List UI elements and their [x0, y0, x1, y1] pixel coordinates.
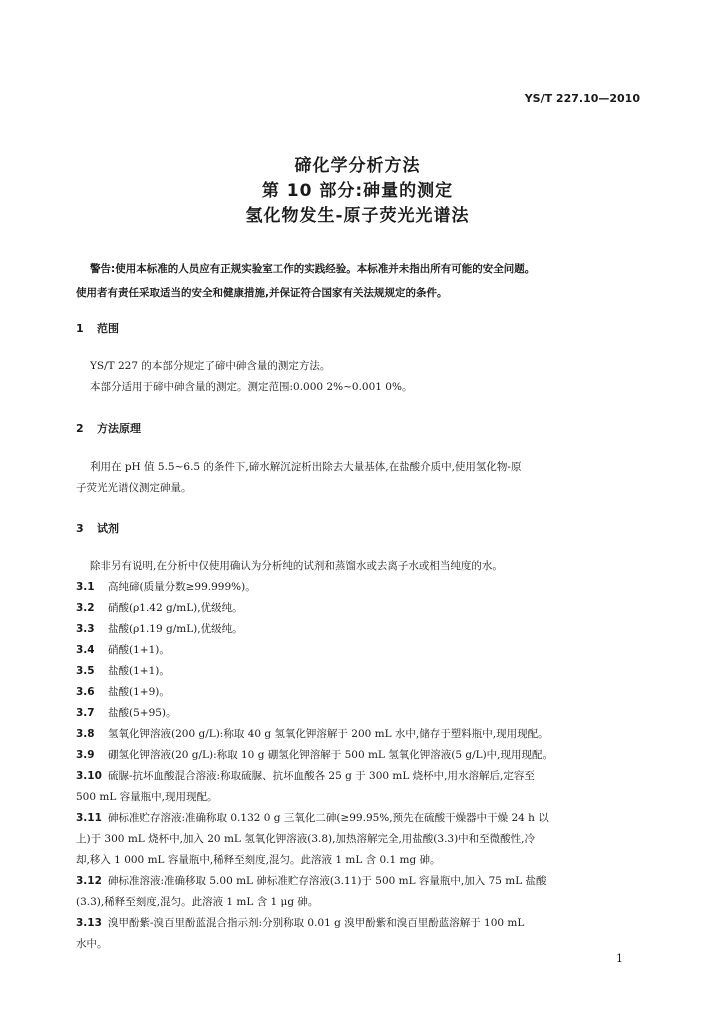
item-text: 硼氢化钾溶液(20 g/L):称取 10 g 硼氢化钾溶解于 500 mL 氢氧化钾溶液(5 g/L)中,现用现配。 — [108, 749, 554, 761]
title-line-2: 第 10 部分:砷量的测定 — [261, 181, 454, 201]
warning-line-2: 使用者有责任采取适当的安全和健康措施,并保证符合国家有关法规规定的条件。 — [76, 287, 448, 299]
list-item — [76, 577, 642, 598]
section-2-heading — [76, 420, 141, 436]
list-item — [76, 745, 642, 766]
section-2-body — [76, 457, 642, 499]
reagent-list — [76, 577, 642, 955]
item-text: 盐酸(5+95)。 — [108, 707, 177, 719]
item-text: 砷标准溶液:准确移取 5.00 mL 砷标准贮存溶液(3.11)于 500 mL 容量瓶中,加入 75 mL 盐酸 — [108, 875, 547, 887]
item-text: 硫脲-抗坏血酸混合溶液:称取硫脲、抗坏血酸各 25 g 于 300 mL 烧杯中,用水溶解后,定容至 — [108, 770, 535, 782]
item-number: 3.1 — [76, 581, 95, 593]
section-number: 3 — [76, 522, 84, 535]
item-number: 3.9 — [76, 749, 95, 761]
section-title: 试剂 — [97, 522, 119, 535]
page-number: 1 — [616, 952, 623, 965]
item-text: 高纯碲(质量分数≥99.999%)。 — [108, 581, 256, 593]
section-number: 2 — [76, 422, 84, 435]
item-text: 盐酸(1+9)。 — [108, 686, 170, 698]
list-item — [76, 640, 642, 661]
item-number: 3.10 — [76, 770, 102, 782]
title-line-3: 氢化物发生-原子荧光光谱法 — [245, 206, 470, 226]
item-number: 3.11 — [76, 812, 102, 824]
list-item — [76, 766, 642, 787]
item-number: 3.3 — [76, 623, 95, 635]
item-text: 氢氧化钾溶液(200 g/L):称取 40 g 氢氧化钾溶解于 200 mL 水中,储存于塑料瓶中,现用现配。 — [108, 728, 549, 740]
paragraph-line: 子荧光光谱仪测定砷量。 — [76, 482, 192, 494]
list-item — [76, 724, 642, 745]
item-text: 盐酸(1+1)。 — [108, 665, 170, 677]
document-title — [0, 154, 715, 229]
item-text: 砷标准贮存溶液:准确称取 0.132 0 g 三氧化二砷(≥99.95%,预先在硫酸干燥器中干燥 24 h 以 — [108, 812, 549, 824]
item-number: 3.13 — [76, 917, 102, 929]
item-number: 3.6 — [76, 686, 95, 698]
list-item — [76, 598, 642, 619]
list-item — [76, 871, 642, 892]
item-number: 3.7 — [76, 707, 95, 719]
paragraph-line: 利用在 pH 值 5.5~6.5 的条件下,碲水解沉淀析出除去大量基体,在盐酸介质中,使用氢化物-原 — [90, 461, 522, 473]
item-number: 3.8 — [76, 728, 95, 740]
paragraph: YS/T 227 的本部分规定了碲中砷含量的测定方法。 — [90, 360, 331, 372]
list-item — [76, 703, 642, 724]
item-number: 3.12 — [76, 875, 102, 887]
list-item — [76, 913, 642, 934]
warning-line-1: 警告:使用本标准的人员应有正规实验室工作的实践经验。本标准并未指出所有可能的安全问题。 — [90, 263, 536, 275]
item-number: 3.4 — [76, 644, 95, 656]
list-item-continuation: 水中。 — [76, 938, 108, 950]
list-item — [76, 682, 642, 703]
list-item — [76, 808, 642, 829]
section-1-body — [76, 356, 642, 398]
list-item-continuation: (3.3),稀释至刻度,混匀。此溶液 1 mL 含 1 μg 砷。 — [76, 896, 319, 908]
section-3-heading — [76, 520, 119, 536]
item-text: 硝酸(1+1)。 — [108, 644, 170, 656]
paragraph: 除非另有说明,在分析中仅使用确认为分析纯的试剂和蒸馏水或去离子水或相当纯度的水。 — [90, 560, 503, 572]
section-3-intro — [76, 556, 642, 577]
list-item — [76, 661, 642, 682]
section-number: 1 — [76, 322, 84, 335]
section-1-heading — [76, 320, 119, 336]
paragraph: 本部分适用于碲中砷含量的测定。测定范围:0.000 2%~0.001 0%。 — [90, 381, 413, 393]
item-text: 硝酸(ρ1.42 g/mL),优级纯。 — [108, 602, 243, 614]
item-text: 盐酸(ρ1.19 g/mL),优级纯。 — [108, 623, 243, 635]
list-item-continuation: 500 mL 容量瓶中,现用现配。 — [76, 791, 218, 803]
standard-code: YS/T 227.10—2010 — [524, 92, 640, 105]
section-title: 方法原理 — [97, 422, 141, 435]
list-item — [76, 619, 642, 640]
section-title: 范围 — [97, 322, 119, 335]
title-line-1: 碲化学分析方法 — [294, 156, 421, 176]
item-number: 3.5 — [76, 665, 95, 677]
item-text: 溴甲酚紫-溴百里酚蓝混合指示剂:分别称取 0.01 g 溴甲酚紫和溴百里酚蓝溶解于 100 mL — [108, 917, 525, 929]
item-number: 3.2 — [76, 602, 95, 614]
list-item-continuation: 上)于 300 mL 烧杯中,加入 20 mL 氢氧化钾溶液(3.8),加热溶解完全,用盐酸(3.3)中和至微酸性,冷 — [76, 833, 536, 845]
list-item-continuation: 却,移入 1 000 mL 容量瓶中,稀释至刻度,混匀。此溶液 1 mL 含 0.1 mg 砷。 — [76, 854, 441, 866]
safety-warning — [76, 257, 640, 305]
